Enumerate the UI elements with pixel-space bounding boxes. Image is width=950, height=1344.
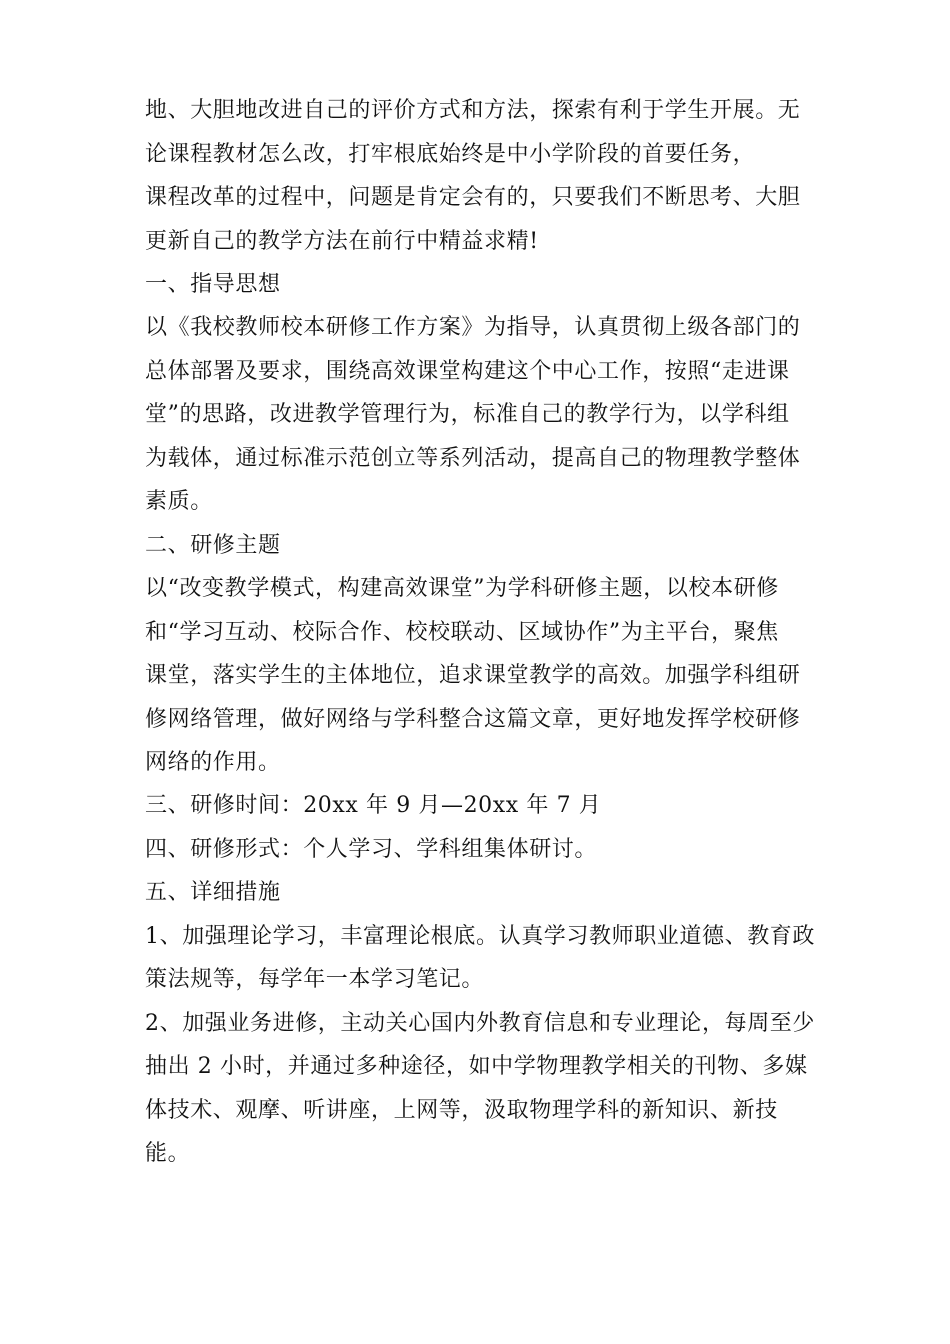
text-line: 更新自己的教学方法在前行中精益求精!	[145, 229, 539, 254]
text-line: 1、加强理论学习，丰富理论根底。认真学习教师职业道德、教育政	[145, 924, 815, 949]
text-line: 抽出 2 小时，并通过多种途径，如中学物理教学相关的刊物、多媒	[145, 1054, 808, 1079]
text-line: 总体部署及要求，围绕高效课堂构建这个中心工作，按照“走进课	[145, 359, 790, 384]
text-line: 以《我校教师校本研修工作方案》为指导，认真贯彻上级各部门的	[145, 315, 801, 340]
section-heading: 三、研修时间：20xx 年 9 月—20xx 年 7 月	[145, 793, 602, 818]
text-line: 堂”的思路，改进教学管理行为，标准自己的教学行为，以学科组	[145, 402, 790, 427]
text-line: 网络的作用。	[145, 750, 281, 775]
section-heading: 二、研修主题	[145, 533, 281, 558]
text-line: 2、加强业务进修，主动关心国内外教育信息和专业理论，每周至少	[145, 1011, 815, 1036]
text-line: 为载体，通过标准示范创立等系列活动，提高自己的物理教学整体	[145, 446, 801, 471]
text-line: 和“学习互动、校际合作、校校联动、区域协作”为主平台，聚焦	[145, 620, 779, 645]
text-line: 修网络管理，做好网络与学科整合这篇文章，更好地发挥学校研修	[145, 707, 801, 732]
text-line: 素质。	[145, 489, 213, 514]
section-heading: 五、详细措施	[145, 880, 281, 905]
text-line: 地、大胆地改进自己的评价方式和方法，探索有利于学生开展。无	[145, 98, 801, 123]
text-line: 课程改革的过程中，问题是肯定会有的，只要我们不断思考、大胆	[145, 185, 801, 210]
text-line: 课堂，落实学生的主体地位，追求课堂教学的高效。加强学科组研	[145, 663, 801, 688]
section-heading: 四、研修形式：个人学习、学科组集体研讨。	[145, 837, 598, 862]
text-line: 论课程教材怎么改，打牢根底始终是中小学阶段的首要任务，	[145, 142, 756, 167]
text-line: 能。	[145, 1141, 191, 1166]
text-line: 体技术、观摩、听讲座，上网等，汲取物理学科的新知识、新技	[145, 1098, 778, 1123]
section-heading: 一、指导思想	[145, 272, 281, 297]
text-line: 策法规等，每学年一本学习笔记。	[145, 967, 485, 992]
text-line: 以“改变教学模式，构建高效课堂”为学科研修主题，以校本研修	[145, 576, 779, 601]
